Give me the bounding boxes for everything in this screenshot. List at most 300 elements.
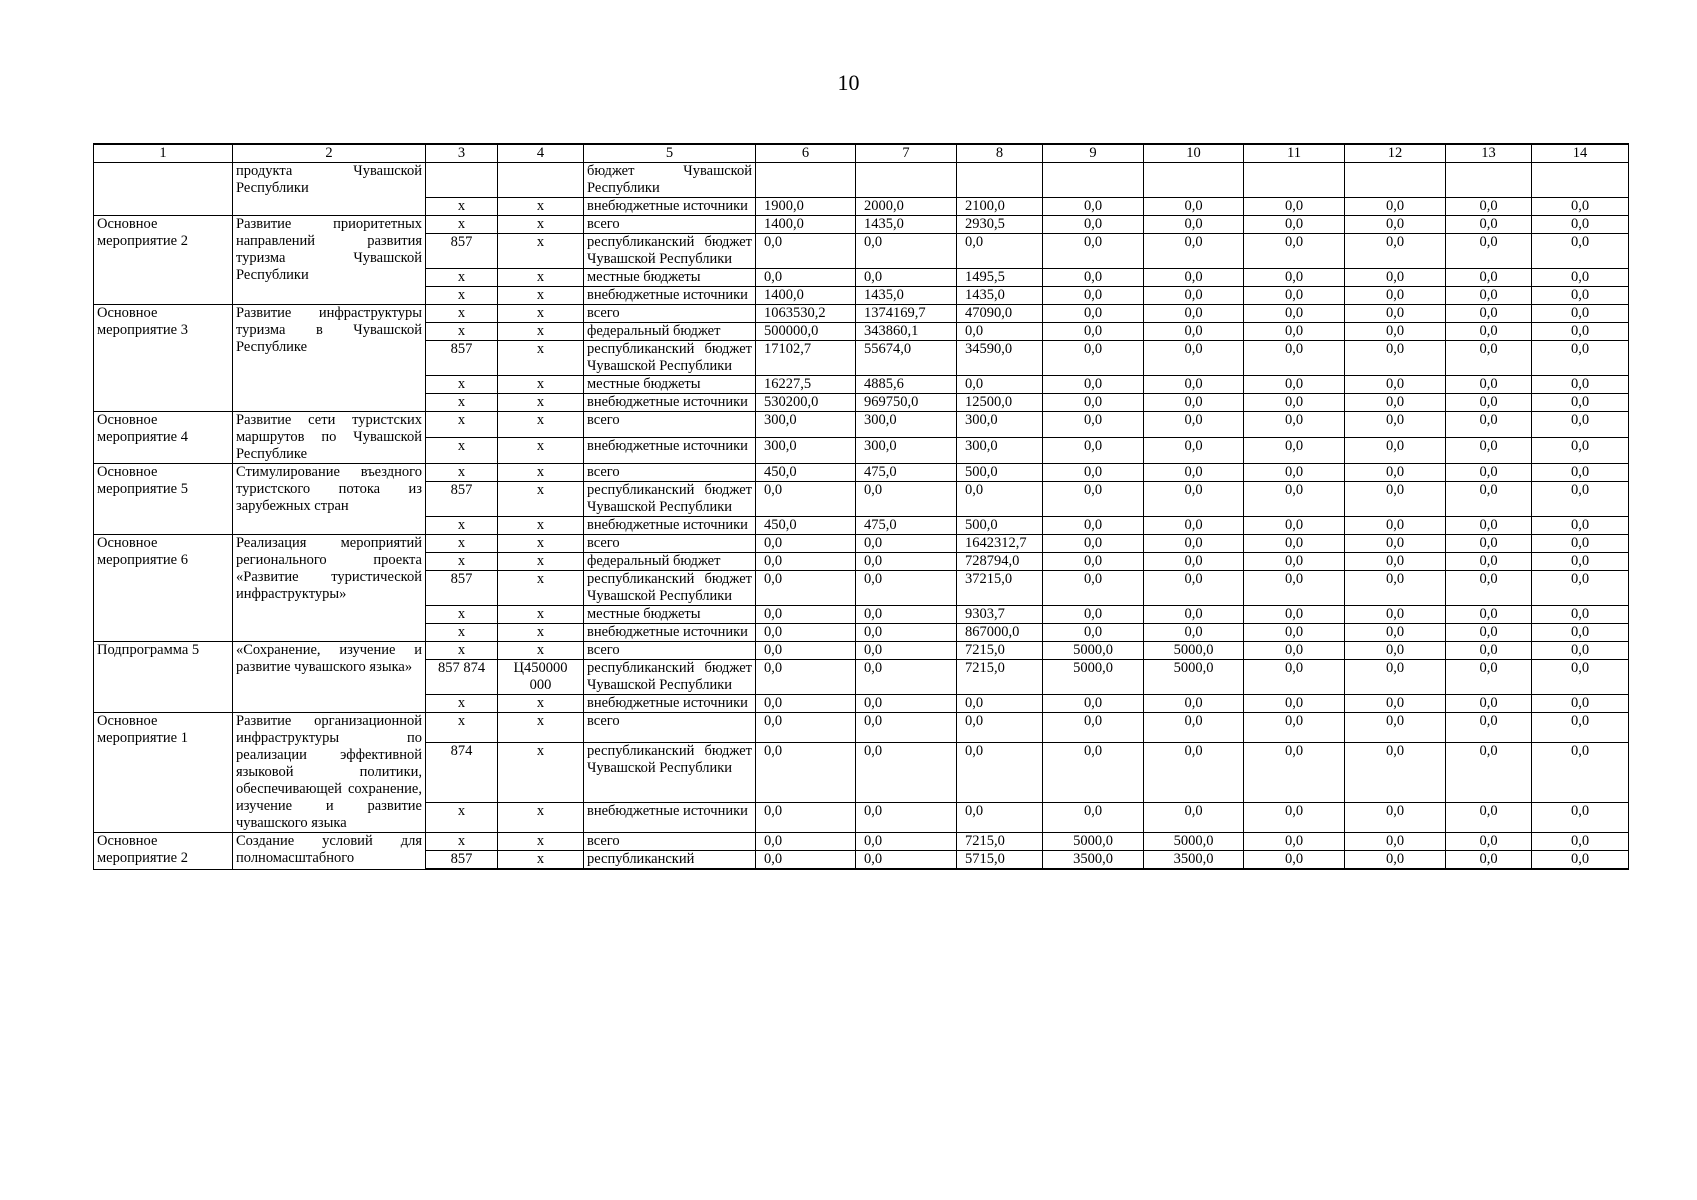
value-cell: 0,0	[1345, 743, 1446, 802]
value-cell: 0,0	[1043, 376, 1144, 394]
funding-source: всего	[584, 713, 756, 743]
table-row	[94, 713, 1629, 743]
value-cell: 0,0	[1345, 394, 1446, 412]
value-cell: 0,0	[1244, 713, 1345, 743]
value-cell: 0,0	[1244, 438, 1345, 464]
code-cell: х	[498, 606, 584, 624]
value-cell: 0,0	[1446, 624, 1532, 642]
value-cell: 0,0	[1532, 535, 1629, 553]
code-cell: х	[426, 464, 498, 482]
value-cell: 0,0	[1345, 287, 1446, 305]
funding-source: внебюджетные источники	[584, 802, 756, 832]
funding-source: местные бюджеты	[584, 269, 756, 287]
budget-table	[93, 143, 1629, 870]
value-cell	[856, 163, 957, 198]
value-cell: 450,0	[756, 517, 856, 535]
code-cell: Ц450000 000	[498, 660, 584, 695]
code-cell: х	[426, 305, 498, 323]
row-kind: Основное мероприятие 5	[94, 464, 233, 535]
value-cell: 0,0	[1043, 438, 1144, 464]
row-kind: Основное мероприятие 3	[94, 305, 233, 412]
value-cell: 0,0	[1446, 517, 1532, 535]
funding-source: местные бюджеты	[584, 376, 756, 394]
value-cell: 1400,0	[756, 287, 856, 305]
value-cell: 5000,0	[1144, 833, 1244, 851]
value-cell: 0,0	[1043, 269, 1144, 287]
column-header: 5	[584, 144, 756, 163]
value-cell: 5000,0	[1043, 833, 1144, 851]
value-cell	[1144, 163, 1244, 198]
funding-source: республиканский	[584, 851, 756, 870]
row-kind: Основное мероприятие 4	[94, 412, 233, 464]
value-cell: 0,0	[1244, 851, 1345, 870]
row-label: продукта Чувашской Республики	[233, 163, 426, 216]
code-cell: х	[426, 535, 498, 553]
value-cell: 0,0	[957, 234, 1043, 269]
value-cell: 0,0	[1144, 305, 1244, 323]
value-cell: 0,0	[1043, 571, 1144, 606]
value-cell: 0,0	[1446, 695, 1532, 713]
value-cell: 0,0	[1244, 517, 1345, 535]
funding-source: всего	[584, 535, 756, 553]
value-cell: 0,0	[856, 535, 957, 553]
code-cell: х	[498, 833, 584, 851]
value-cell: 0,0	[1446, 269, 1532, 287]
value-cell: 0,0	[1144, 624, 1244, 642]
value-cell: 0,0	[1144, 376, 1244, 394]
value-cell: 0,0	[1043, 695, 1144, 713]
value-cell: 0,0	[1144, 553, 1244, 571]
value-cell: 300,0	[957, 438, 1043, 464]
value-cell: 0,0	[1244, 642, 1345, 660]
code-cell: х	[426, 216, 498, 234]
value-cell: 0,0	[1043, 535, 1144, 553]
value-cell: 0,0	[856, 660, 957, 695]
code-cell: х	[498, 713, 584, 743]
code-cell: х	[426, 287, 498, 305]
value-cell: 0,0	[1532, 624, 1629, 642]
value-cell: 0,0	[1446, 287, 1532, 305]
value-cell: 0,0	[856, 606, 957, 624]
value-cell: 0,0	[1144, 535, 1244, 553]
code-cell: х	[426, 198, 498, 216]
value-cell: 343860,1	[856, 323, 957, 341]
value-cell: 1900,0	[756, 198, 856, 216]
value-cell	[1532, 163, 1629, 198]
value-cell: 0,0	[1532, 833, 1629, 851]
code-cell: х	[498, 412, 584, 438]
value-cell: 0,0	[1244, 394, 1345, 412]
value-cell: 0,0	[756, 713, 856, 743]
code-cell: х	[498, 287, 584, 305]
value-cell: 530200,0	[756, 394, 856, 412]
code-cell: х	[498, 802, 584, 832]
value-cell: 0,0	[1244, 412, 1345, 438]
value-cell: 0,0	[957, 323, 1043, 341]
value-cell: 0,0	[856, 851, 957, 870]
value-cell: 0,0	[1345, 216, 1446, 234]
code-cell: 857	[426, 482, 498, 517]
value-cell: 0,0	[1446, 833, 1532, 851]
code-cell: х	[498, 323, 584, 341]
value-cell: 0,0	[1043, 517, 1144, 535]
value-cell: 0,0	[1043, 412, 1144, 438]
value-cell: 0,0	[1446, 660, 1532, 695]
value-cell: 0,0	[1244, 571, 1345, 606]
value-cell: 0,0	[1144, 464, 1244, 482]
value-cell: 0,0	[1144, 606, 1244, 624]
value-cell: 0,0	[1532, 851, 1629, 870]
row-kind	[94, 163, 233, 216]
code-cell: х	[426, 269, 498, 287]
code-cell: х	[426, 695, 498, 713]
table-row	[94, 163, 1629, 198]
value-cell: 0,0	[1446, 198, 1532, 216]
value-cell: 0,0	[1244, 535, 1345, 553]
code-cell: х	[498, 571, 584, 606]
value-cell: 0,0	[1532, 412, 1629, 438]
funding-source: внебюджетные источники	[584, 517, 756, 535]
column-header: 10	[1144, 144, 1244, 163]
value-cell: 500,0	[957, 464, 1043, 482]
value-cell: 0,0	[1532, 234, 1629, 269]
value-cell: 0,0	[1244, 553, 1345, 571]
value-cell: 475,0	[856, 464, 957, 482]
value-cell: 0,0	[1345, 713, 1446, 743]
value-cell: 1435,0	[856, 216, 957, 234]
value-cell: 0,0	[1532, 305, 1629, 323]
value-cell: 0,0	[1244, 624, 1345, 642]
code-cell: х	[426, 517, 498, 535]
value-cell: 0,0	[1043, 802, 1144, 832]
code-cell: х	[426, 624, 498, 642]
code-cell: х	[426, 438, 498, 464]
value-cell: 0,0	[1345, 571, 1446, 606]
value-cell: 0,0	[1345, 517, 1446, 535]
code-cell: х	[498, 216, 584, 234]
value-cell: 7215,0	[957, 833, 1043, 851]
value-cell: 0,0	[1446, 713, 1532, 743]
value-cell: 0,0	[1043, 482, 1144, 517]
value-cell: 0,0	[1244, 234, 1345, 269]
funding-source: федеральный бюджет	[584, 553, 756, 571]
code-cell: х	[426, 606, 498, 624]
column-header: 14	[1532, 144, 1629, 163]
value-cell: 0,0	[1532, 482, 1629, 517]
value-cell: 0,0	[756, 269, 856, 287]
value-cell: 9303,7	[957, 606, 1043, 624]
value-cell: 55674,0	[856, 341, 957, 376]
code-cell: 857	[426, 571, 498, 606]
value-cell: 0,0	[1244, 802, 1345, 832]
value-cell: 7215,0	[957, 660, 1043, 695]
table-row	[94, 216, 1629, 234]
code-cell: х	[498, 517, 584, 535]
table-row	[94, 535, 1629, 553]
value-cell: 0,0	[1345, 198, 1446, 216]
value-cell: 0,0	[1144, 269, 1244, 287]
value-cell: 0,0	[1244, 743, 1345, 802]
row-kind: Подпрограмма 5	[94, 642, 233, 713]
value-cell: 0,0	[1446, 642, 1532, 660]
code-cell: 857	[426, 341, 498, 376]
value-cell: 475,0	[856, 517, 957, 535]
value-cell: 0,0	[1345, 269, 1446, 287]
value-cell: 0,0	[1345, 341, 1446, 376]
value-cell: 0,0	[1446, 323, 1532, 341]
value-cell: 0,0	[1446, 341, 1532, 376]
value-cell: 0,0	[957, 743, 1043, 802]
code-cell: х	[498, 198, 584, 216]
value-cell: 0,0	[1345, 464, 1446, 482]
value-cell: 0,0	[1532, 216, 1629, 234]
funding-source: внебюджетные источники	[584, 394, 756, 412]
code-cell: х	[498, 851, 584, 870]
value-cell: 0,0	[1345, 606, 1446, 624]
column-header: 8	[957, 144, 1043, 163]
value-cell: 0,0	[856, 743, 957, 802]
value-cell: 0,0	[1144, 713, 1244, 743]
funding-source: республиканский бюджет Чувашской Республики	[584, 234, 756, 269]
code-cell: х	[426, 412, 498, 438]
value-cell: 0,0	[957, 713, 1043, 743]
value-cell: 0,0	[1244, 287, 1345, 305]
value-cell: 0,0	[1043, 553, 1144, 571]
value-cell: 0,0	[1144, 323, 1244, 341]
code-cell: х	[498, 438, 584, 464]
value-cell: 0,0	[756, 624, 856, 642]
value-cell: 300,0	[756, 412, 856, 438]
value-cell: 0,0	[756, 660, 856, 695]
value-cell: 0,0	[1043, 394, 1144, 412]
code-cell: х	[426, 802, 498, 832]
value-cell: 0,0	[1144, 412, 1244, 438]
column-header: 6	[756, 144, 856, 163]
value-cell: 969750,0	[856, 394, 957, 412]
value-cell: 0,0	[1345, 553, 1446, 571]
code-cell: х	[426, 376, 498, 394]
code-cell: 874	[426, 743, 498, 802]
funding-source: республиканский бюджет Чувашской Республики	[584, 341, 756, 376]
value-cell: 300,0	[856, 412, 957, 438]
page-number: 10	[837, 70, 860, 95]
value-cell: 0,0	[1345, 642, 1446, 660]
value-cell: 0,0	[1043, 713, 1144, 743]
value-cell: 0,0	[1532, 376, 1629, 394]
row-label: Развитие организационной инфраструктуры по реализации эффективной языковой политики, обеспечивающей сохранение, изучение и развитие чувашского языка	[233, 713, 426, 833]
value-cell: 0,0	[1244, 464, 1345, 482]
value-cell: 0,0	[1345, 323, 1446, 341]
value-cell: 0,0	[856, 571, 957, 606]
value-cell: 300,0	[756, 438, 856, 464]
value-cell: 0,0	[1144, 695, 1244, 713]
table-row	[94, 642, 1629, 660]
code-cell: х	[498, 624, 584, 642]
value-cell: 0,0	[1144, 802, 1244, 832]
value-cell: 0,0	[1345, 234, 1446, 269]
code-cell: х	[498, 341, 584, 376]
value-cell: 0,0	[1144, 517, 1244, 535]
code-cell: х	[498, 642, 584, 660]
funding-source: местные бюджеты	[584, 606, 756, 624]
value-cell: 0,0	[1532, 743, 1629, 802]
value-cell: 5000,0	[1144, 660, 1244, 695]
value-cell: 1495,5	[957, 269, 1043, 287]
value-cell: 0,0	[1345, 412, 1446, 438]
column-header: 7	[856, 144, 957, 163]
value-cell: 0,0	[1345, 305, 1446, 323]
code-cell: 857 874	[426, 660, 498, 695]
value-cell: 1400,0	[756, 216, 856, 234]
funding-source: федеральный бюджет	[584, 323, 756, 341]
code-cell: х	[498, 535, 584, 553]
value-cell: 0,0	[856, 695, 957, 713]
value-cell: 0,0	[1532, 323, 1629, 341]
value-cell: 0,0	[1345, 376, 1446, 394]
value-cell: 0,0	[1446, 412, 1532, 438]
code-cell: х	[498, 234, 584, 269]
value-cell: 0,0	[756, 833, 856, 851]
value-cell: 0,0	[1244, 660, 1345, 695]
code-cell: х	[498, 743, 584, 802]
row-kind: Основное мероприятие 6	[94, 535, 233, 642]
value-cell: 0,0	[1244, 695, 1345, 713]
value-cell: 0,0	[856, 802, 957, 832]
funding-source: всего	[584, 216, 756, 234]
value-cell: 0,0	[1043, 323, 1144, 341]
value-cell	[957, 163, 1043, 198]
value-cell	[1446, 163, 1532, 198]
value-cell: 0,0	[1532, 464, 1629, 482]
code-cell: х	[426, 323, 498, 341]
value-cell: 0,0	[1532, 269, 1629, 287]
value-cell: 0,0	[1446, 305, 1532, 323]
value-cell	[1244, 163, 1345, 198]
row-label: Развитие сети туристских маршрутов по Чувашской Республике	[233, 412, 426, 464]
value-cell: 0,0	[1244, 198, 1345, 216]
value-cell: 0,0	[1532, 198, 1629, 216]
funding-source: республиканский бюджет Чувашской Республики	[584, 660, 756, 695]
table-row	[94, 412, 1629, 438]
value-cell: 0,0	[1446, 234, 1532, 269]
value-cell: 728794,0	[957, 553, 1043, 571]
code-cell	[498, 163, 584, 198]
value-cell: 0,0	[1244, 323, 1345, 341]
value-cell: 1435,0	[957, 287, 1043, 305]
value-cell: 0,0	[756, 606, 856, 624]
value-cell: 0,0	[1244, 482, 1345, 517]
funding-source: республиканский бюджет Чувашской Республики	[584, 482, 756, 517]
value-cell: 0,0	[856, 482, 957, 517]
value-cell: 0,0	[1446, 743, 1532, 802]
value-cell: 0,0	[756, 482, 856, 517]
value-cell: 0,0	[1144, 438, 1244, 464]
value-cell: 0,0	[1532, 394, 1629, 412]
value-cell: 0,0	[1446, 376, 1532, 394]
value-cell: 5000,0	[1043, 642, 1144, 660]
value-cell: 0,0	[1446, 438, 1532, 464]
value-cell: 0,0	[756, 535, 856, 553]
value-cell: 0,0	[756, 695, 856, 713]
value-cell: 0,0	[756, 553, 856, 571]
value-cell: 0,0	[856, 624, 957, 642]
code-cell: 857	[426, 851, 498, 870]
funding-source: всего	[584, 642, 756, 660]
value-cell: 4885,6	[856, 376, 957, 394]
column-header: 9	[1043, 144, 1144, 163]
column-header: 11	[1244, 144, 1345, 163]
value-cell: 0,0	[1244, 606, 1345, 624]
value-cell: 12500,0	[957, 394, 1043, 412]
value-cell: 0,0	[1532, 713, 1629, 743]
value-cell: 0,0	[1043, 464, 1144, 482]
value-cell: 0,0	[1446, 464, 1532, 482]
funding-source: внебюджетные источники	[584, 695, 756, 713]
value-cell: 5000,0	[1144, 642, 1244, 660]
value-cell: 0,0	[1345, 438, 1446, 464]
value-cell: 0,0	[1446, 851, 1532, 870]
value-cell: 0,0	[1532, 660, 1629, 695]
value-cell: 2000,0	[856, 198, 957, 216]
value-cell: 0,0	[1532, 517, 1629, 535]
value-cell: 0,0	[856, 234, 957, 269]
row-label: Стимулирование въездного туристского потока из зарубежных стран	[233, 464, 426, 535]
row-kind: Основное мероприятие 2	[94, 833, 233, 870]
funding-source: внебюджетные источники	[584, 287, 756, 305]
funding-source: всего	[584, 412, 756, 438]
value-cell: 0,0	[1144, 394, 1244, 412]
value-cell: 1063530,2	[756, 305, 856, 323]
value-cell: 0,0	[1244, 833, 1345, 851]
value-cell: 0,0	[1532, 695, 1629, 713]
value-cell: 0,0	[1345, 660, 1446, 695]
value-cell: 0,0	[1532, 553, 1629, 571]
value-cell: 1642312,7	[957, 535, 1043, 553]
value-cell: 0,0	[1532, 571, 1629, 606]
value-cell: 0,0	[1244, 376, 1345, 394]
funding-source: внебюджетные источники	[584, 438, 756, 464]
value-cell: 0,0	[1244, 341, 1345, 376]
value-cell: 0,0	[1043, 606, 1144, 624]
value-cell: 450,0	[756, 464, 856, 482]
value-cell: 0,0	[1532, 438, 1629, 464]
value-cell: 1435,0	[856, 287, 957, 305]
value-cell: 300,0	[856, 438, 957, 464]
code-cell: х	[498, 376, 584, 394]
table-row	[94, 464, 1629, 482]
value-cell: 0,0	[856, 642, 957, 660]
value-cell: 0,0	[1043, 287, 1144, 305]
value-cell: 0,0	[856, 553, 957, 571]
value-cell: 0,0	[1446, 571, 1532, 606]
value-cell: 0,0	[1043, 624, 1144, 642]
value-cell: 0,0	[1043, 234, 1144, 269]
value-cell: 3500,0	[1043, 851, 1144, 870]
row-kind: Основное мероприятие 2	[94, 216, 233, 305]
value-cell: 0,0	[1043, 305, 1144, 323]
value-cell: 0,0	[1244, 305, 1345, 323]
value-cell: 0,0	[856, 833, 957, 851]
value-cell: 0,0	[1043, 216, 1144, 234]
column-header: 3	[426, 144, 498, 163]
code-cell: х	[426, 394, 498, 412]
row-label: Создание условий для полномасштабного	[233, 833, 426, 870]
value-cell: 500000,0	[756, 323, 856, 341]
funding-source: всего	[584, 464, 756, 482]
value-cell: 0,0	[756, 743, 856, 802]
value-cell: 0,0	[856, 269, 957, 287]
value-cell: 0,0	[1144, 198, 1244, 216]
